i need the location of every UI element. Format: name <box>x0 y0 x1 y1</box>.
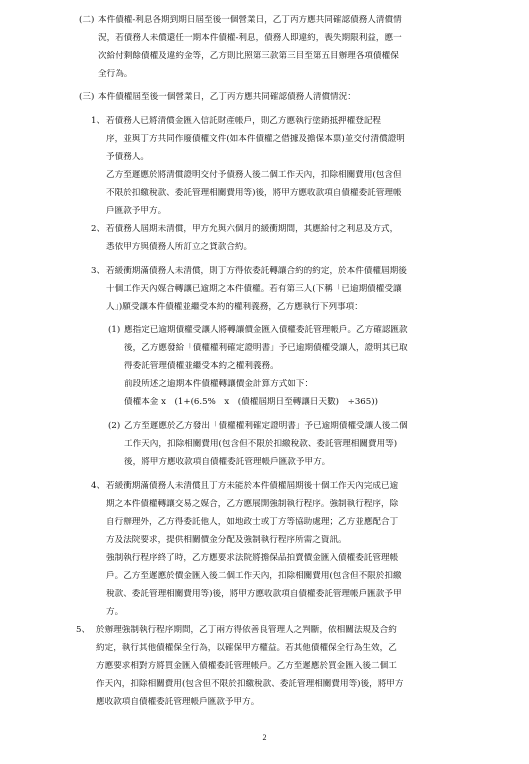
item-4-line: 強制執行程序終了時，乙方應要求法院將擔保品拍賣價金匯入債權委託管理帳 <box>106 553 399 563</box>
subitem-2-line: 後，將甲方應收款項自債權委託管理帳戶匯款予甲方。 <box>124 457 331 467</box>
item-4-marker: 4、 <box>91 481 106 491</box>
subitem-2-marker: (2) <box>108 421 121 431</box>
item-5-line: 方應要求相對方將買金匯入債權委託管理帳戶。乙方至遲應於買金匯入後二個工 <box>96 661 397 671</box>
item-1-line: 乙方至遲應於將清償證明交付予債務人後二個工作天內，扣除相關費用(包含但 <box>106 170 402 180</box>
subitem-1-marker: (1) <box>108 325 121 335</box>
item-1-marker: 1、 <box>91 116 106 126</box>
item-3-line: 十個工作天內媒合轉讓已逾期之本件債權。若有第三人(下稱「已逾期債權受讓 <box>106 284 402 294</box>
item-1-line: 不限於扣繳稅款、委託管理相關費用等)後，將甲方應收款項自債權委託管理帳 <box>106 188 402 198</box>
item-5-marker: 5、 <box>76 625 91 635</box>
subitem-1-line: 應指定已逾期債權受讓人將轉讓價金匯入債權委託管理帳戶。乙方確認匯款 <box>124 325 408 335</box>
item-4-line: 若緩衝期滿債務人未清償且丁方未能於本件債權屆期後十個工作天內完成已逾 <box>106 481 399 491</box>
item-5-line: 應收款項自債權委託管理帳戶匯款予甲方。 <box>96 697 260 707</box>
subitem-2-line: 工作天內，扣除相關費用(包含但不限於扣繳稅款、委託管理相關費用等) <box>124 439 398 449</box>
subitem-1-line: 後，乙方應發給「債權權利確定證明書」予已逾期債權受讓人，證明其已取 <box>124 343 408 353</box>
section-2-line: 本件債權-利息各期到期日屆至後一個營業日，乙丁丙方應共同確認債務人清償情 <box>98 15 402 25</box>
item-1-line: 若債務人已將清償金匯入信託財產帳戶，則乙方應執行塗銷抵押權登記程 <box>106 116 382 126</box>
item-4-line: 自行辦理外，乙方得委託他人，如地政士或丁方等協助處理；乙方並應配合丁 <box>106 517 399 527</box>
section-2-line: 況，若債務人未償還任一期本件債權-利息，債務人即違約，喪失期限利益，應一 <box>98 33 402 43</box>
item-3-marker: 3、 <box>91 266 106 276</box>
section-3-heading: 本件債權屆至後一個營業日，乙丁丙方應共同確認債務人清償情況： <box>98 92 356 102</box>
item-2-line: 悉依甲方與債務人所訂立之貸款合約。 <box>106 242 253 252</box>
section-2-marker: (二) <box>79 15 95 25</box>
item-1-line: 予債務人。 <box>106 152 149 162</box>
subitem-1-line: 前段所述之逾期本件債權轉讓價金計算方式如下： <box>124 379 314 389</box>
item-3-line: 若緩衝期滿債務人未清償，則丁方得依委託轉讓合約的約定，於本件債權屆期後 <box>106 266 407 276</box>
item-4-line: 戶。乙方至遲應於價金匯入後二個工作天內，扣除相關費用(包含但不限於扣繳 <box>106 571 402 581</box>
item-1-line: 序，並與丁方共同作廢債權文件(如本件債權之借據及擔保本票)並交付清償證明 <box>106 134 405 144</box>
item-5-line: 約定，執行其他債權保全行為，以確保甲方權益。若其他債權保全行為生效，乙 <box>96 643 397 653</box>
item-4-line: 方。 <box>106 607 124 617</box>
section-2-line: 次給付剩餘債權及違約金等，乙方則比照第三款第三目至第五目辦理各項債權保 <box>98 51 399 61</box>
item-1-line: 戶匯款予甲方。 <box>106 206 167 216</box>
section-3-marker: (三) <box>79 92 95 102</box>
price-formula: 債權本金 x (1+(6.5% x (債權屆期日至轉讓日天數) ÷365)) <box>124 397 378 407</box>
item-2-marker: 2、 <box>91 224 106 234</box>
item-4-line: 稅款、委託管理相關費用等)後，將甲方應收款項自債權委託管理帳戶匯款予甲 <box>106 589 402 599</box>
item-2-line: 若債務人屆期未清償，甲方允與六個月的緩衝期間，其應給付之利息及方式， <box>106 224 399 234</box>
subitem-2-line: 乙方至遲應於乙方發出「債權權利確定證明書」予已逾期債權受讓人後二個 <box>124 421 408 431</box>
section-2-line: 全行為。 <box>98 69 133 79</box>
item-3-line: 人」)願受讓本件債權並繼受本約的權利義務，乙方應執行下列事項： <box>106 302 363 312</box>
item-5-line: 作天內，扣除相關費用(包含但不限於扣繳稅款、委託管理相關費用等)後，將甲方 <box>96 679 404 689</box>
subitem-1-line: 得委託管理債權並繼受本約之權利義務。 <box>124 361 279 371</box>
item-5-line: 於辦理強制執行程序期間，乙丁兩方得依善良管理人之判斷，依相關法規及合約 <box>96 625 397 635</box>
page-number: 2 <box>262 733 267 742</box>
item-4-line: 方及法院要求，提供相關價金分配及強制執行程序所需之資訊。 <box>106 535 347 545</box>
item-4-line: 期之本件債權轉讓交易之媒合，乙方應展開強制執行程序。強制執行程序，除 <box>106 499 399 509</box>
